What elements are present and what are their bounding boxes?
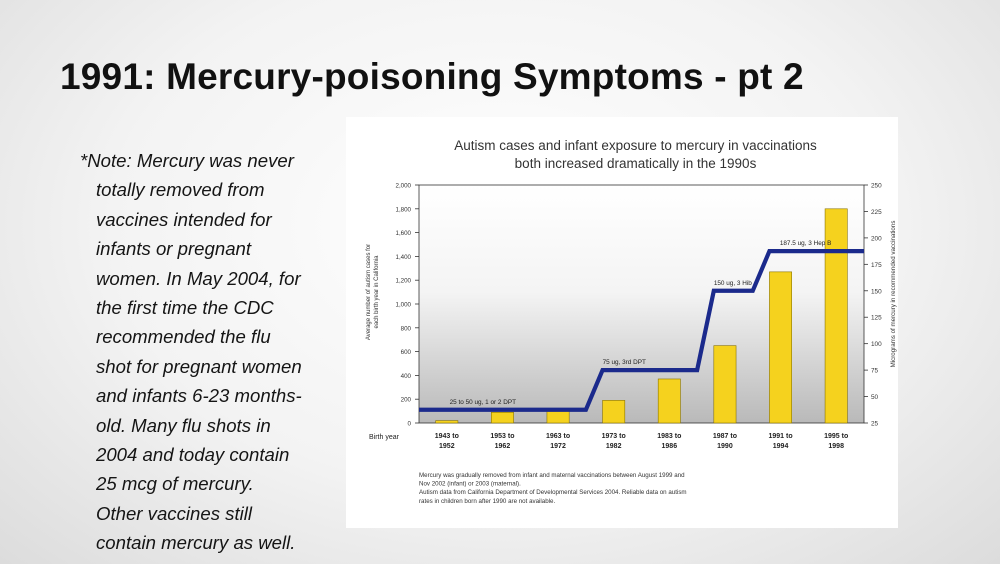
autism-bar xyxy=(769,272,791,423)
x-tick-label: 1991 to xyxy=(768,433,793,440)
note-line: *Note: Mercury was never xyxy=(80,150,294,171)
chart-title-line: Autism cases and infant exposure to mercury in vaccinations xyxy=(454,138,817,153)
x-tick-label: 1953 to xyxy=(490,433,515,440)
step-label: 187.5 ug, 3 Hep B xyxy=(779,240,832,248)
x-tick-label: 1962 xyxy=(494,443,511,450)
x-tick-label: 1963 to xyxy=(546,433,571,440)
autism-bar xyxy=(714,346,736,423)
chart-footnote: Mercury was gradually removed from infant and maternal vaccinations between August 1999 and xyxy=(419,472,685,479)
x-tick-label: 1973 to xyxy=(601,433,626,440)
chart-footnote: rates in children born after 1990 are not available. xyxy=(419,497,556,505)
y-right-tick-label: 250 xyxy=(871,182,882,190)
y-left-tick-label: 0 xyxy=(407,420,411,428)
y-left-tick-label: 600 xyxy=(400,349,411,357)
y-left-tick-label: 1,000 xyxy=(395,301,411,309)
y-right-tick-label: 175 xyxy=(871,261,882,269)
x-tick-label: 1943 to xyxy=(434,433,459,440)
y-left-axis-label: Average number of autism cases for each birth year in California xyxy=(366,243,380,341)
x-tick-label: 1994 xyxy=(772,443,789,450)
autism-bar xyxy=(491,412,513,423)
note-line: women. In May 2004, for xyxy=(96,267,301,289)
chart-title-line: both increased dramatically in the 1990s xyxy=(514,156,757,171)
autism-bar xyxy=(658,379,680,423)
autism-bar xyxy=(436,421,458,423)
y-right-tick-label: 75 xyxy=(871,367,879,375)
chart-footnote: Autism data from California Department of Developmental Services 2004. Reliable data on autism xyxy=(419,489,687,497)
x-tick-label: 1986 xyxy=(661,443,678,450)
y-right-tick-label: 25 xyxy=(871,420,879,428)
y-left-tick-label: 200 xyxy=(400,396,411,404)
y-left-tick-label: 1,400 xyxy=(395,253,411,261)
note-line: vaccines intended for xyxy=(96,208,272,230)
x-tick-label: 1990 xyxy=(717,443,733,450)
note-line: contain mercury as well. xyxy=(96,532,296,554)
chart-footnote: Nov 2002 (infant) or 2003 (maternal). xyxy=(419,480,521,488)
x-tick-label: 1983 to xyxy=(657,433,682,440)
y-left-tick-label: 2,000 xyxy=(395,182,411,190)
y-right-tick-label: 150 xyxy=(871,288,882,296)
step-label: 150 ug, 3 Hib xyxy=(713,279,752,287)
x-axis-caption: Birth year xyxy=(369,434,399,441)
y-right-axis-label: Micrograms of mercury in recommended vaccinations xyxy=(890,220,897,368)
plot-area xyxy=(419,185,864,423)
note-line: old. Many flu shots in xyxy=(96,414,271,436)
y-left-tick-label: 400 xyxy=(400,372,411,380)
y-right-tick-label: 225 xyxy=(871,208,882,216)
note-line: totally removed from xyxy=(96,179,265,201)
note-line: and infants 6-23 months- xyxy=(96,385,302,407)
x-tick-label: 1995 to xyxy=(824,433,849,440)
y-right-tick-label: 125 xyxy=(871,314,882,322)
note-line: shot for pregnant women xyxy=(96,355,302,377)
step-label: 25 to 50 ug, 1 or 2 DPT xyxy=(449,398,517,406)
step-label: 75 ug, 3rd DPT xyxy=(602,359,646,367)
note-line: recommended the flu xyxy=(96,326,271,348)
note-line: 25 mcg of mercury. xyxy=(96,473,254,495)
note-line: Other vaccines still xyxy=(96,502,253,524)
x-tick-label: 1998 xyxy=(828,443,844,450)
y-right-tick-label: 200 xyxy=(871,235,882,243)
note-line: infants or pregnant xyxy=(96,238,252,260)
autism-bar xyxy=(603,400,625,423)
y-left-tick-label: 1,600 xyxy=(395,230,411,238)
x-tick-label: 1987 to xyxy=(712,433,737,440)
y-left-tick-label: 1,800 xyxy=(395,206,411,214)
y-right-tick-label: 50 xyxy=(871,394,879,402)
y-right-tick-label: 100 xyxy=(871,341,882,349)
note-text xyxy=(80,146,350,558)
note-line: the first time the CDC xyxy=(96,297,274,319)
autism-mercury-chart xyxy=(346,117,898,528)
chart-panel xyxy=(346,117,898,528)
x-tick-label: 1972 xyxy=(550,443,566,450)
slide-title: 1991: Mercury-poisoning Symptoms - pt 2 xyxy=(60,56,804,97)
x-tick-label: 1982 xyxy=(605,443,622,450)
note-line: 2004 and today contain xyxy=(96,444,290,466)
y-left-tick-label: 800 xyxy=(400,325,411,333)
x-tick-label: 1952 xyxy=(439,443,455,450)
y-left-tick-label: 1,200 xyxy=(395,277,411,285)
